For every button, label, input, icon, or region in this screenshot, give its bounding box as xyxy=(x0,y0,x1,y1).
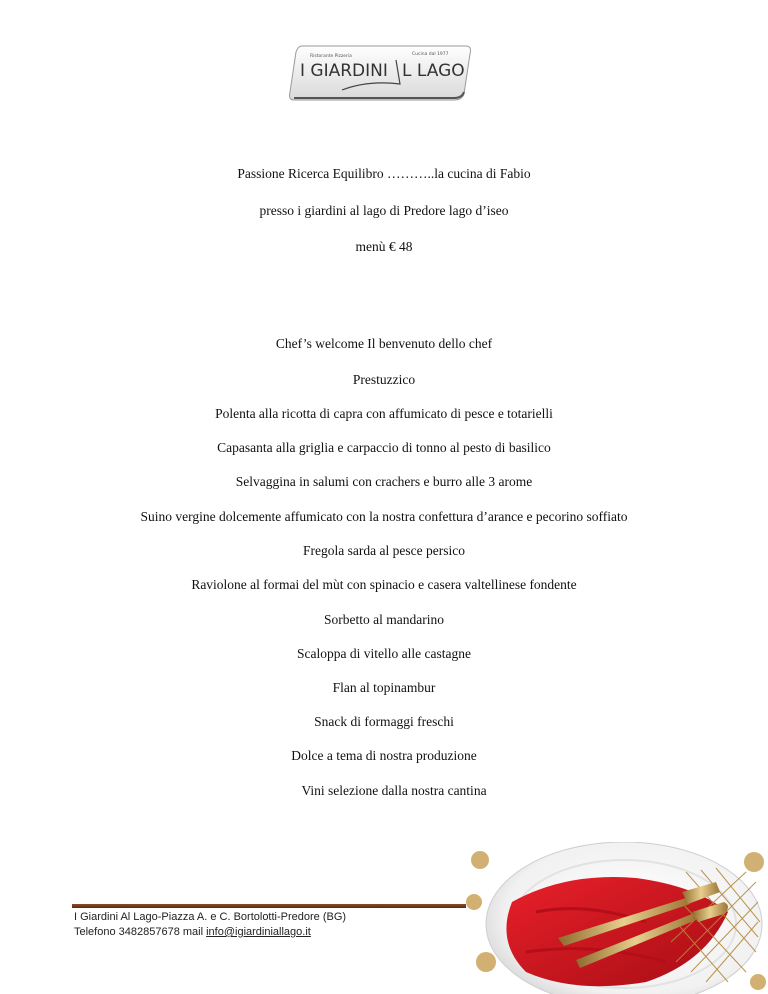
menu-item: Suino vergine dolcemente affumicato con la nostra confettura d’arance e pecorino soffiato xyxy=(140,509,628,524)
menu-item: Flan al topinambur xyxy=(332,680,436,695)
restaurant-logo xyxy=(288,40,474,104)
menu-item: Fregola sarda al pesce persico xyxy=(303,543,465,558)
svg-text:I GIARDINI: I GIARDINI xyxy=(300,61,388,81)
menu-item: Chef’s welcome Il benvenuto dello chef xyxy=(275,336,493,351)
svg-text:L LAGO: L LAGO xyxy=(402,61,465,81)
table-setting-image xyxy=(466,842,768,994)
footer-divider xyxy=(72,904,467,908)
price-line: menù € 48 xyxy=(355,239,413,254)
menu-item: Snack di formaggi freschi xyxy=(314,714,454,729)
footer-contact xyxy=(74,926,311,938)
footer-phone: Telefono 3482857678 mail xyxy=(74,926,207,938)
menu-item: Selvaggina in salumi con crachers e burro alle 3 arome xyxy=(235,474,533,489)
menu-item: Raviolone al formai del mùt con spinacio e casera valtellinese fondente xyxy=(191,577,577,592)
footer-address: I Giardini Al Lago-Piazza A. e C. Bortolotti-Predore (BG) xyxy=(74,911,347,923)
tagline: Passione Ricerca Equilibro ………..la cucina di Fabio xyxy=(237,166,531,181)
svg-text:Ristorante Pizzeria: Ristorante Pizzeria xyxy=(310,54,352,59)
menu-item: Capasanta alla griglia e carpaccio di tonno al pesto di basilico xyxy=(217,440,551,455)
menu-item: Scaloppa di vitello alle castagne xyxy=(297,646,471,661)
location-line: presso i giardini al lago di Predore lago d’iseo xyxy=(259,203,509,218)
menu-item: Dolce a tema di nostra produzione xyxy=(291,748,477,763)
menu-item: Polenta alla ricotta di capra con affumicato di pesce e totarielli xyxy=(215,406,553,421)
svg-text:Cucina dal 1977: Cucina dal 1977 xyxy=(412,52,449,57)
menu-item: Prestuzzico xyxy=(352,372,416,387)
menu-item: Sorbetto al mandarino xyxy=(324,612,444,627)
email-link[interactable]: info@igiardiniallago.it xyxy=(206,926,311,938)
menu-item: Vini selezione dalla nostra cantina xyxy=(301,783,487,798)
